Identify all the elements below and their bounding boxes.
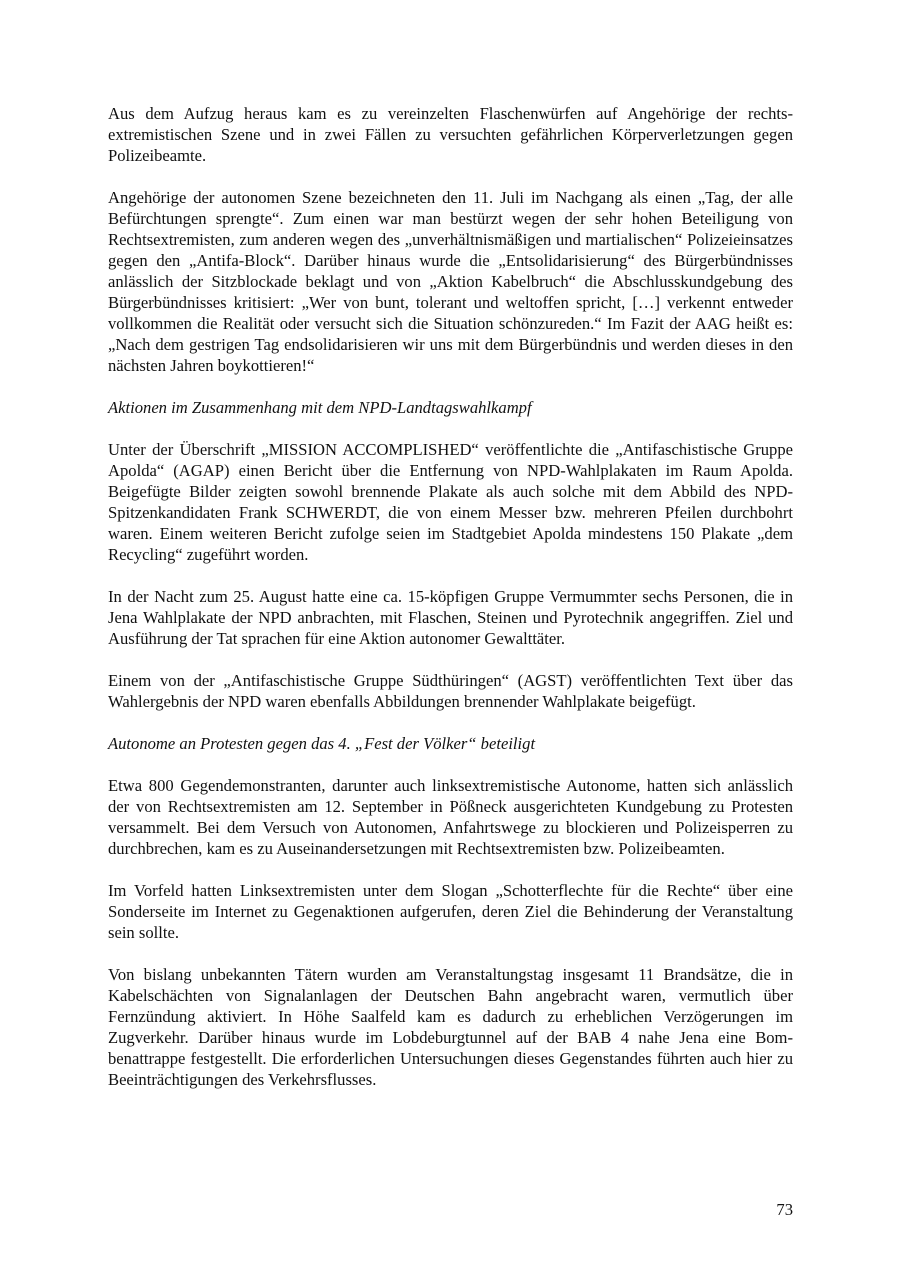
- paragraph-nacht-25-august: In der Nacht zum 25. August hatte eine ca. 15-köpfigen Gruppe Vermummter sechs Personen, die in Jena Wahlplakate der NPD anbrachten, mit Flaschen, Steinen und Pyrotechnik angegriffen. Ziel und Ausführung der Tat sprachen für eine Aktion autonomer Gewalttäter.: [108, 587, 793, 648]
- section-heading-fest-der-voelker: Autonome an Protesten gegen das 4. „Fest der Völker“ beteiligt: [108, 734, 536, 753]
- document-page: [108, 103, 793, 1111]
- page-number: 73: [776, 1200, 793, 1219]
- paragraph-autonome-szene-reaktion: Angehörige der autonomen Szene bezeichneten den 11. Juli im Nachgang als einen „Tag, der alle Befürchtungen sprengte“. Zum einen war man bestürzt wegen der sehr hohen Beteiligung von Rechtsextremisten, zum anderen wegen des „unverhältnismäßigen und martialischen“ Polizeieinsatzes gegen den „Antifa-Block“. Darüber hinaus wurde die „Entsolidarisierung“ des Bürgerbündnisses anlässlich der Sitzblockade beklagt und von „Aktion Kabelbruch“ die Abschlusskundgebung des Bürgerbündnisses kritisiert: „Wer von bunt, tolerant und weltoffen spricht, […] verkennt entweder vollkommen die Realität oder versucht sich die Situation schönzureden.“ Im Fazit der AAG heißt es: „Nach dem gestrigen Tag endsolidarisieren wir uns mit dem Bürgerbündnis und werden dieses in den nächsten Jahren boykottieren!“: [108, 188, 793, 375]
- paragraph-gegendemonstranten: Etwa 800 Gegendemonstranten, darunter auch linksextremistische Autonome, hatten sich anlässlich der von Rechtsextremisten am 12. September in Pößneck ausgerichteten Kundgebung zu Protesten versammelt. Bei dem Versuch von Autonomen, Anfahrtswege zu blockieren und Polizeisperren zu durchbrechen, kam es zu Auseinandersetzungen mit Rechtsextremisten bzw. Polizeibeamten.: [108, 776, 793, 858]
- paragraph-agst-text: Einem von der „Antifaschistische Gruppe Südthüringen“ (AGST) veröffentlichten Text über das Wahlergebnis der NPD waren ebenfalls Abbildungen brennender Wahlplakate beigefügt.: [108, 671, 793, 711]
- paragraph-mission-accomplished: Unter der Überschrift „MISSION ACCOMPLISHED“ veröffentlichte die „Antifaschistische Gruppe Apolda“ (AGAP) einen Bericht über die Entfernung von NPD-Wahlplakaten im Raum Apolda. Beigefügte Bilder zeigten sowohl brennende Plakate als auch solche mit dem Abbild des NPD-Spitzenkandidaten Frank SCHWERDT, die von einem Messer bzw. mehreren Pfeilen durchbohrt waren. Einem weiteren Bericht zufolge seien im Stadtgebiet Apolda mindestens 150 Plakate „dem Recycling“ zugeführt worden.: [108, 440, 793, 564]
- paragraph-brandsaetze: Von bislang unbekannten Tätern wurden am Veranstaltungstag insgesamt 11 Brandsätze, die in Kabelschächten von Signalanlagen der Deutschen Bahn angebracht waren, vermutlich über Fernzündung aktiviert. In Höhe Saalfeld kam es dadurch zu erheblichen Verzögerungen im Zugverkehr. Darüber hinaus wurde im Lobdeburgtunnel auf der BAB 4 nahe Jena eine Bombenattrappe festgestellt. Die erforderlichen Untersuchungen dieses Gegenstandes führten auch hier zu Beeinträchtigungen des Verkehrsflusses.: [108, 965, 793, 1089]
- paragraph-flaschenwuerfe: Aus dem Aufzug heraus kam es zu vereinzelten Flaschenwürfen auf Angehörige der rechtsextremistischen Szene und in zwei Fällen zu versuchten gefährlichen Körperverletzungen gegen Polizeibeamte.: [108, 104, 793, 165]
- paragraph-vorfeld-slogan: Im Vorfeld hatten Linksextremisten unter dem Slogan „Schotterflechte für die Rechte“ über eine Sonderseite im Internet zu Gegenaktionen aufgerufen, deren Ziel die Behinderung der Veranstaltung sein sollte.: [108, 881, 793, 942]
- section-heading-npd-wahlkampf: Aktionen im Zusammenhang mit dem NPD-Landtagswahlkampf: [108, 398, 532, 417]
